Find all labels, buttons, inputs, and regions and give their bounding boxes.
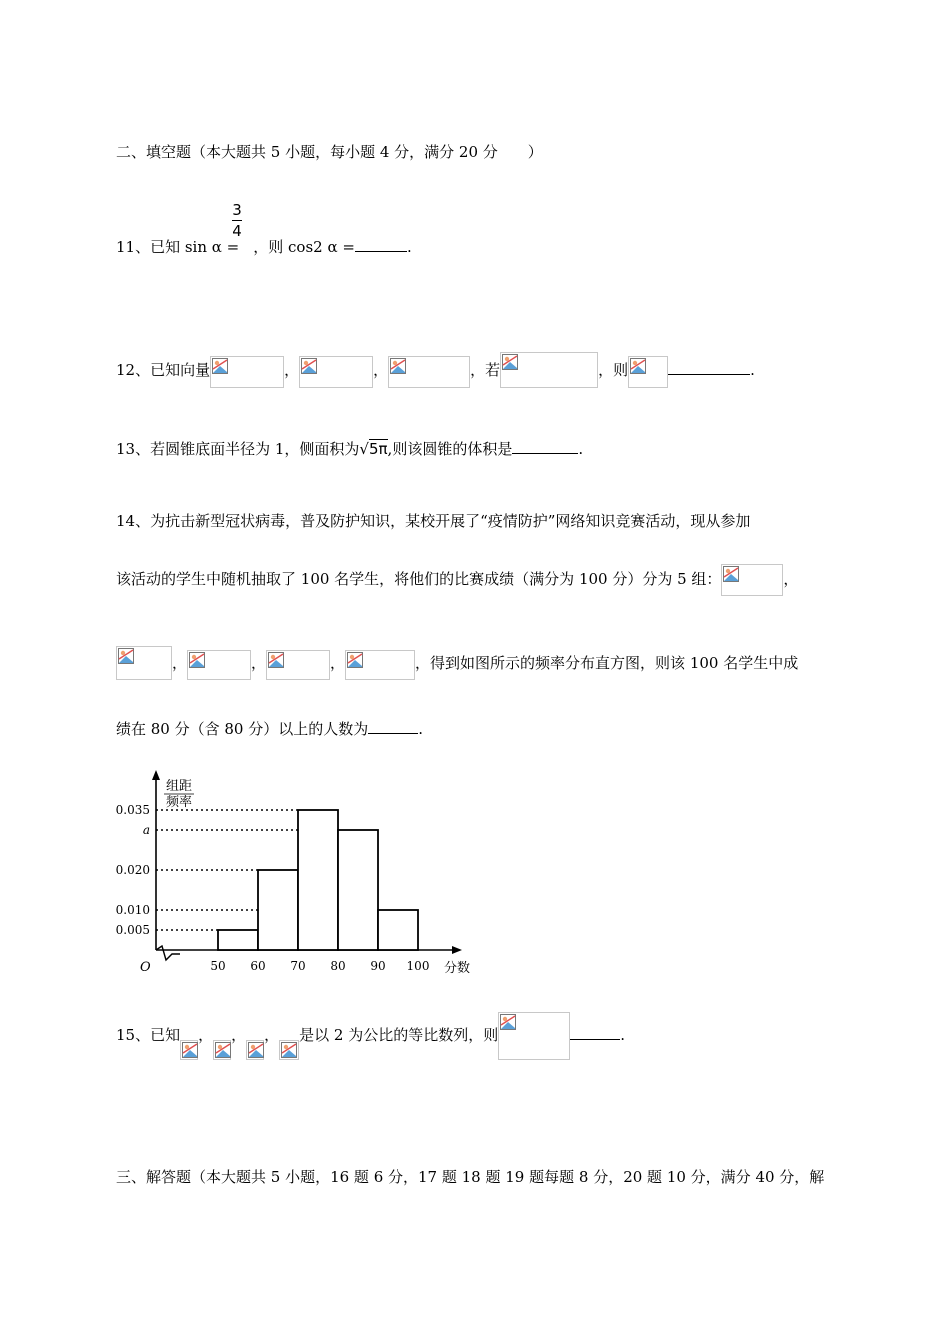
q15-end: .	[620, 1026, 626, 1044]
frequency-histogram	[110, 768, 480, 984]
y-label-top: 组距	[166, 779, 193, 794]
q13-prefix: 13、若圆锥底面半径为 1，侧面积为	[116, 440, 360, 458]
broken-image-icon	[268, 652, 284, 668]
question-11	[116, 236, 412, 257]
sqrt-expression: √5π	[359, 440, 388, 458]
question-13	[116, 438, 583, 459]
broken-image-icon	[347, 652, 363, 668]
q15-sep: ，	[231, 1026, 247, 1044]
origin-label: O	[140, 960, 151, 975]
q14-line2-end: ，	[783, 570, 799, 588]
term-a3-image	[246, 1040, 264, 1060]
question-15	[116, 1010, 625, 1060]
q12-sep2: ，	[373, 361, 389, 379]
group-1-image	[721, 564, 783, 596]
x-tick-label: 100	[406, 959, 430, 973]
term-a4-image	[279, 1040, 299, 1060]
q11-answer-blank[interactable]	[355, 237, 407, 252]
vector-c-image	[388, 356, 470, 388]
q15-prefix: 15、已知	[116, 1026, 181, 1044]
broken-image-icon	[118, 648, 134, 664]
broken-image-icon	[182, 1042, 198, 1058]
vector-a-image	[210, 356, 284, 388]
group-4-image	[266, 650, 330, 680]
q12-answer-blank[interactable]	[668, 360, 750, 375]
y-tick-label: 0.005	[115, 923, 150, 937]
q14-line3-sep: ，	[172, 654, 188, 672]
x-axis-label: 分数	[444, 961, 471, 976]
q12-sep4: ，则	[598, 361, 629, 379]
q14-line3-text: ，得到如图所示的频率分布直方图，则该 100 名学生中成	[415, 654, 799, 672]
x-tick-label: 70	[290, 959, 306, 973]
section-2-heading: 二、填空题（本大题共 5 小题，每小题 4 分，满分 20 分 ）	[116, 143, 543, 161]
q11-frac-numerator: 3	[232, 201, 242, 219]
q12-sep3: ，若	[470, 361, 501, 379]
condition-image	[500, 352, 598, 388]
q14-line4-text: 绩在 80 分（含 80 分）以上的人数为	[116, 720, 369, 738]
section-3-heading: 三、解答题（本大题共 5 小题，16 题 6 分，17 题 18 题 19 题每题 8 分，20 题 10 分，满分 40 分，解	[116, 1168, 825, 1186]
q11-end: .	[406, 238, 412, 256]
x-tick-label: 80	[330, 959, 346, 973]
x-tick-label: 50	[210, 959, 226, 973]
q15-answer-blank[interactable]	[570, 1025, 620, 1040]
result-image	[628, 356, 668, 388]
y-axis-arrow	[152, 770, 160, 780]
broken-image-icon	[630, 358, 646, 374]
q14-line3-sep: ，	[330, 654, 346, 672]
y-tick-label: 0.035	[115, 803, 150, 817]
q12-prefix: 12、已知向量	[116, 361, 211, 379]
broken-image-icon	[215, 1042, 231, 1058]
group-2-image	[116, 646, 172, 680]
sqrt-argument: 5π	[368, 440, 388, 458]
broken-image-icon	[301, 358, 317, 374]
broken-image-icon	[502, 354, 518, 370]
histogram-bar	[258, 870, 298, 950]
q11-prefix: 11、已知 sin α =	[116, 238, 240, 256]
histogram-bar	[218, 930, 258, 950]
q15-sep: ，	[264, 1026, 280, 1044]
q11-fraction	[229, 201, 245, 240]
histogram-bar	[338, 830, 378, 950]
y-label-bottom: 频率	[166, 795, 193, 810]
y-tick-label: 0.010	[115, 903, 150, 917]
broken-image-icon	[723, 566, 739, 582]
q12-end: .	[750, 361, 755, 379]
q14-line-3	[116, 646, 798, 680]
y-tick-label: 0.020	[115, 863, 150, 877]
broken-image-icon	[189, 652, 205, 668]
q13-end: .	[578, 440, 584, 458]
q13-suffix: ,则该圆锥的体积是	[387, 440, 513, 458]
group-5-image	[345, 650, 415, 680]
broken-image-icon	[500, 1014, 516, 1030]
q11-middle: ，则 cos2 α =	[253, 238, 355, 256]
broken-image-icon	[390, 358, 406, 374]
x-axis-arrow	[452, 946, 462, 954]
y-tick-label: a	[142, 823, 150, 837]
broken-image-icon	[281, 1042, 297, 1058]
q12-sep1: ，	[284, 361, 300, 379]
q15-sep: ，	[198, 1026, 214, 1044]
term-a2-image	[213, 1040, 231, 1060]
broken-image-icon	[212, 358, 228, 374]
x-tick-label: 60	[250, 959, 266, 973]
q14-line4-end: .	[418, 720, 424, 738]
broken-image-icon	[248, 1042, 264, 1058]
q13-answer-blank[interactable]	[512, 439, 578, 454]
term-a1-image	[180, 1040, 198, 1060]
axis-break	[156, 946, 180, 960]
histogram-bar	[378, 910, 418, 950]
histogram-bar	[298, 810, 338, 950]
q14-line-1: 14、为抗击新型冠状病毒，普及防护知识，某校开展了“疫情防护”网络知识竞赛活动，现从参加	[116, 512, 751, 530]
vector-b-image	[299, 356, 373, 388]
q11-frac-denominator: 4	[232, 222, 242, 240]
x-tick-label: 90	[370, 959, 386, 973]
q14-line-2	[116, 562, 798, 596]
q15-middle: 是以 2 为公比的等比数列，则	[299, 1026, 499, 1044]
q15-expression-image	[498, 1012, 570, 1060]
q14-line2-text: 该活动的学生中随机抽取了 100 名学生，将他们的比赛成绩（满分为 100 分）分为 5 组：	[116, 570, 722, 588]
q14-line3-sep: ，	[251, 654, 267, 672]
q14-line-4	[116, 718, 423, 739]
group-3-image	[187, 650, 251, 680]
question-12	[116, 352, 755, 388]
q14-answer-blank[interactable]	[368, 719, 418, 734]
